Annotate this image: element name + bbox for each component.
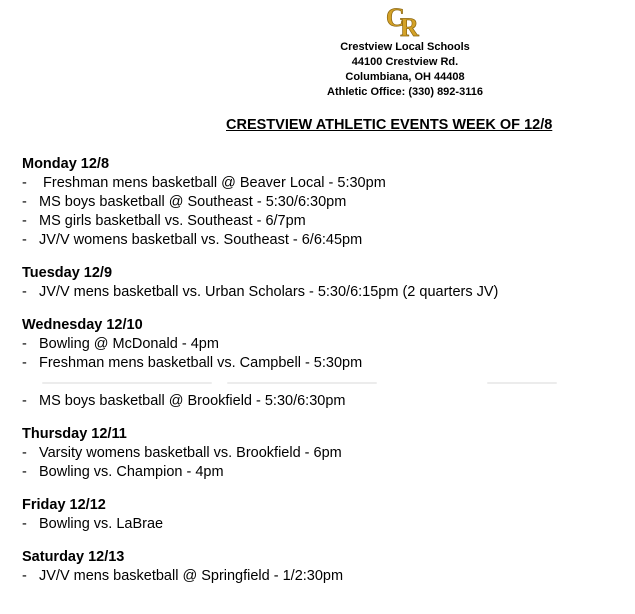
day-wednesday [22, 316, 622, 411]
page-title: CRESTVIEW ATHLETIC EVENTS WEEK OF 12/8 [226, 117, 553, 133]
event-item [22, 193, 622, 212]
event-text: JV/V womens basketball vs. Southeast - 6/6:45pm [39, 232, 363, 248]
event-text: Bowling vs. LaBrae [39, 516, 164, 532]
school-street: 44100 Crestview Rd. [351, 56, 459, 68]
day-saturday [22, 548, 622, 586]
logo-letter-c: C [386, 3, 405, 32]
bullet-dash: - [22, 568, 27, 584]
event-item [22, 444, 622, 463]
event-text: Bowling @ McDonald - 4pm [39, 336, 219, 352]
day-heading: Tuesday 12/9 [22, 265, 113, 281]
event-item [22, 335, 622, 354]
event-item [22, 283, 622, 302]
bullet-dash: - [22, 194, 27, 210]
event-item [22, 463, 622, 482]
event-text: MS boys basketball @ Southeast - 5:30/6:30pm [39, 194, 347, 210]
athletic-office-phone: Athletic Office: (330) 892-3116 [327, 86, 483, 98]
school-header [300, 40, 510, 100]
event-item [22, 515, 622, 534]
bullet-dash: - [22, 464, 27, 480]
bullet-dash: - [22, 393, 27, 409]
crestview-logo [385, 2, 425, 40]
event-item [22, 174, 622, 193]
day-heading: Saturday 12/13 [22, 549, 125, 565]
event-item [22, 231, 622, 250]
school-name: Crestview Local Schools [340, 41, 470, 53]
faded-erased-line [22, 373, 622, 392]
event-item [22, 354, 622, 373]
day-heading: Wednesday 12/10 [22, 317, 143, 333]
event-text: Freshman mens basketball vs. Campbell - 5:30pm [39, 355, 363, 371]
day-heading: Thursday 12/11 [22, 426, 127, 442]
day-monday [22, 155, 622, 250]
event-item [22, 567, 622, 586]
bullet-dash: - [22, 445, 27, 461]
bullet-dash: - [22, 232, 27, 248]
event-text: MS girls basketball vs. Southeast - 6/7pm [39, 213, 306, 229]
event-item [22, 212, 622, 231]
school-city: Columbiana, OH 44408 [345, 71, 465, 83]
event-item [22, 392, 622, 411]
bullet-dash: - [22, 516, 27, 532]
day-heading: Friday 12/12 [22, 497, 106, 513]
day-friday [22, 496, 622, 534]
event-text: MS boys basketball @ Brookfield - 5:30/6:30pm [39, 393, 346, 409]
event-text: Varsity womens basketball vs. Brookfield - 6pm [39, 445, 342, 461]
event-text: JV/V mens basketball @ Springfield - 1/2:30pm [39, 568, 344, 584]
events-list [22, 155, 622, 600]
logo-letter-r: R [400, 13, 419, 40]
day-tuesday [22, 264, 622, 302]
bullet-dash: - [22, 213, 27, 229]
day-heading: Monday 12/8 [22, 156, 110, 172]
bullet-dash: - [22, 175, 27, 191]
event-text: Bowling vs. Champion - 4pm [39, 464, 224, 480]
event-text: Freshman mens basketball @ Beaver Local - 5:30pm [39, 175, 386, 191]
day-thursday [22, 425, 622, 482]
bullet-dash: - [22, 355, 27, 371]
bullet-dash: - [22, 284, 27, 300]
bullet-dash: - [22, 336, 27, 352]
event-text: JV/V mens basketball vs. Urban Scholars - 5:30/6:15pm (2 quarters JV) [39, 284, 499, 300]
